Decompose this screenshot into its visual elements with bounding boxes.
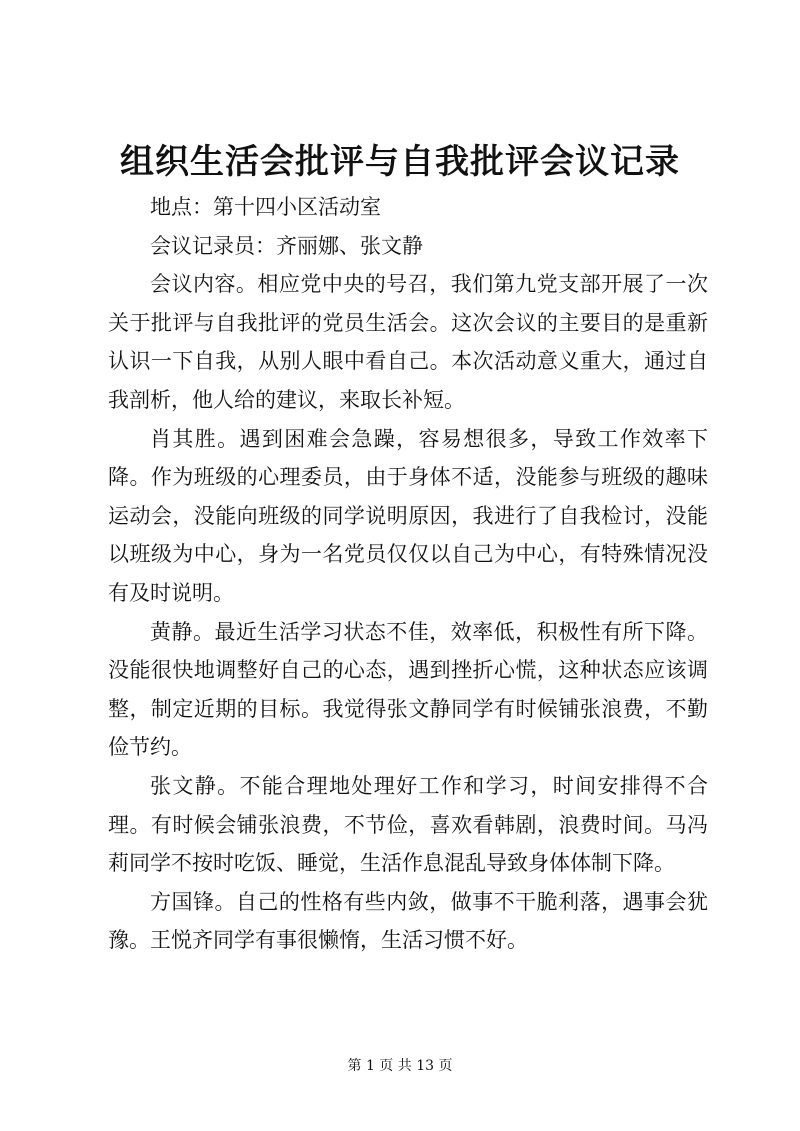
document-title: 组织生活会批评与自我批评会议记录 (120, 142, 680, 182)
recorder-line: 会议记录员：齐丽娜、张文静 (150, 233, 423, 258)
location-line: 地点：第十四小区活动室 (150, 195, 381, 219)
speaker-paragraph-xiao: 肖其胜。遇到困难会急躁，容易想很多，导致工作效率下降。作为班级的心理委员，由于身体不适，没能参与班级的趣味运动会，没能向班级的同学说明原因，我进行了自我检讨，没能以班级为中心，身为一名党员仅仅以自己为中心，有特殊情况没有及时说明。 (108, 426, 708, 605)
speaker-paragraph-fang: 方国锋。自己的性格有些内敛，做事不干脆利落，遇事会犹豫。王悦齐同学有事很懒惰，生活习惯不好。 (108, 889, 708, 953)
page-number-footer: 第 1 页 共 13 页 (347, 1058, 453, 1074)
document-body (108, 188, 708, 960)
meeting-content-paragraph: 会议内容。相应党中央的号召，我们第九党支部开展了一次关于批评与自我批评的党员生活会。这次会议的主要目的是重新认识一下自我，从别人眼中看自己。本次活动意义重大，通过自我剖析，他人给的建议，来取长补短。 (108, 272, 708, 412)
speaker-paragraph-huang: 黄静。最近生活学习状态不佳，效率低，积极性有所下降。没能很快地调整好自己的心态，遇到挫折心慌，这种状态应该调整，制定近期的目标。我觉得张文静同学有时候铺张浪费，不勤俭节约。 (108, 619, 708, 760)
speaker-paragraph-zhang: 张文静。不能合理地处理好工作和学习，时间安排得不合理。有时候会铺张浪费，不节俭，喜欢看韩剧，浪费时间。马冯莉同学不按时吃饭、睡觉，生活作息混乱导致身体体制下降。 (108, 773, 708, 876)
